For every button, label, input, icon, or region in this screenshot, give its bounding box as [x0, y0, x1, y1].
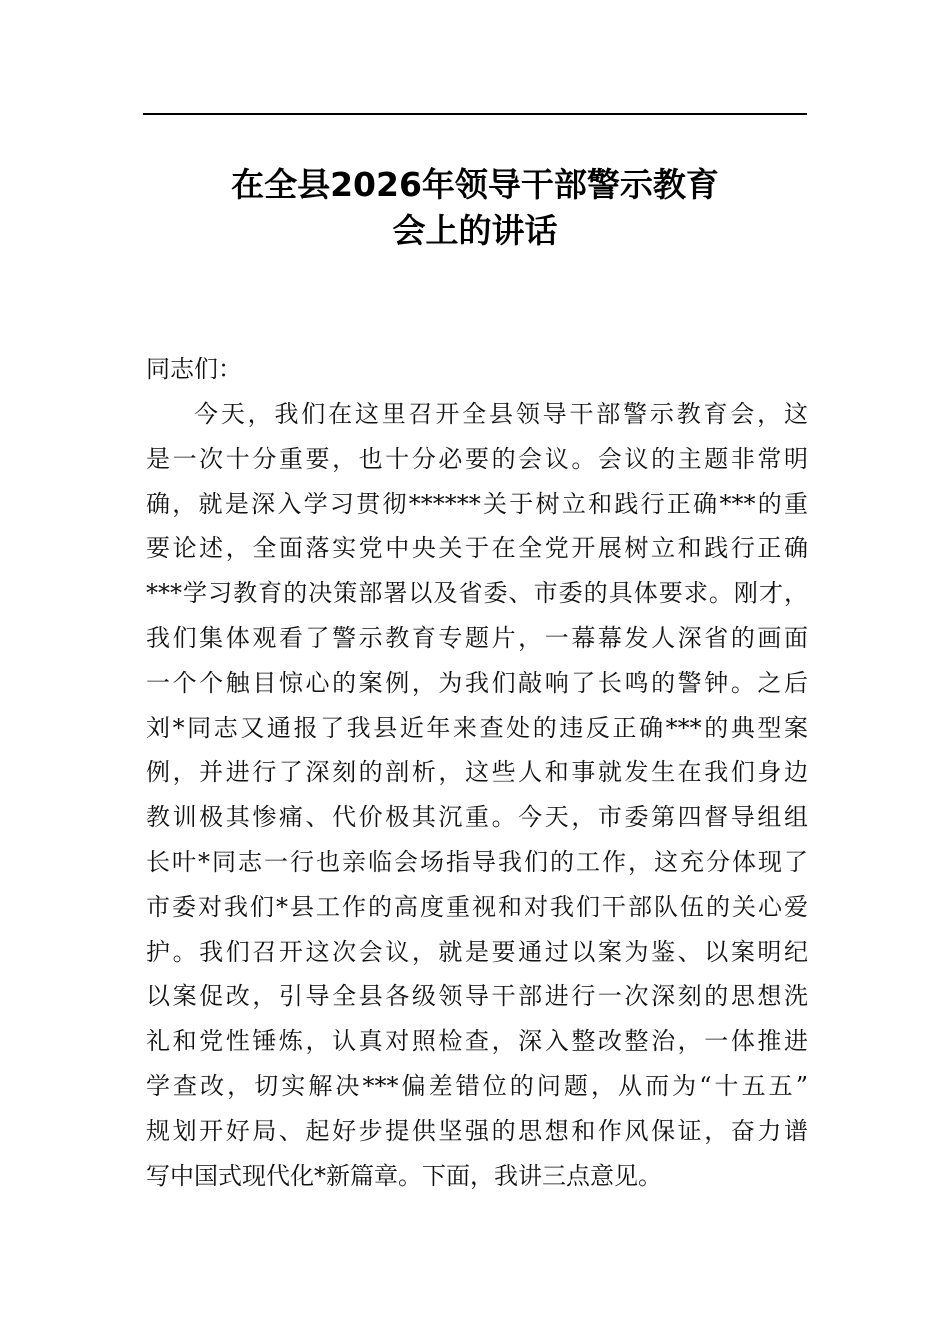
body-line: 刘*同志又通报了我县近年来查处的违反正确***的典型案 [146, 713, 808, 742]
body-line: 我们集体观看了警示教育专题片，一幕幕发人深省的画面 [146, 623, 808, 652]
body-line: 一个个触目惊心的案例，为我们敲响了长鸣的警钟。之后 [146, 668, 808, 697]
body-line: 例，并进行了深刻的剖析，这些人和事就发生在我们身边 [146, 758, 808, 787]
body-line: 确，就是深入学习贯彻******关于树立和践行正确***的重 [146, 489, 808, 518]
body-line: 要论述，全面落实党中央关于在全党开展树立和践行正确 [146, 534, 808, 563]
title-line-1: 在全县2026年领导干部警示教育 [231, 165, 719, 204]
body-line: 学查改，切实解决***偏差错位的问题，从而为“十五五” [146, 1071, 808, 1100]
body-paragraph [146, 396, 808, 1202]
body-line: 以案促改，引导全县各级领导干部进行一次深刻的思想洗 [146, 982, 808, 1011]
body-line: 护。我们召开这次会议，就是要通过以案为鉴、以案明纪 [146, 937, 808, 966]
salutation: 同志们： [146, 355, 242, 383]
body-line: 礼和党性锤炼，认真对照检查，深入整改整治，一体推进 [146, 1027, 808, 1056]
body-line: 市委对我们*县工作的高度重视和对我们干部队伍的关心爱 [146, 892, 808, 921]
title-line-2: 会上的讲话 [392, 211, 558, 250]
body-line: 规划开好局、起好步提供坚强的思想和作风保证，奋力谱 [146, 1116, 808, 1145]
header-rule [143, 113, 807, 115]
body-line: 是一次十分重要，也十分必要的会议。会议的主题非常明 [146, 444, 808, 473]
body-line: 教训极其惨痛、代价极其沉重。今天，市委第四督导组组 [146, 803, 808, 832]
body-line: 长叶*同志一行也亲临会场指导我们的工作，这充分体现了 [146, 847, 808, 876]
body-line: ***学习教育的决策部署以及省委、市委的具体要求。刚才， [146, 579, 808, 608]
body-line: 写中国式现代化*新篇章。下面，我讲三点意见。 [146, 1161, 662, 1190]
body-line: 今天，我们在这里召开全县领导干部警示教育会，这 [194, 400, 808, 428]
document-title [143, 162, 807, 254]
